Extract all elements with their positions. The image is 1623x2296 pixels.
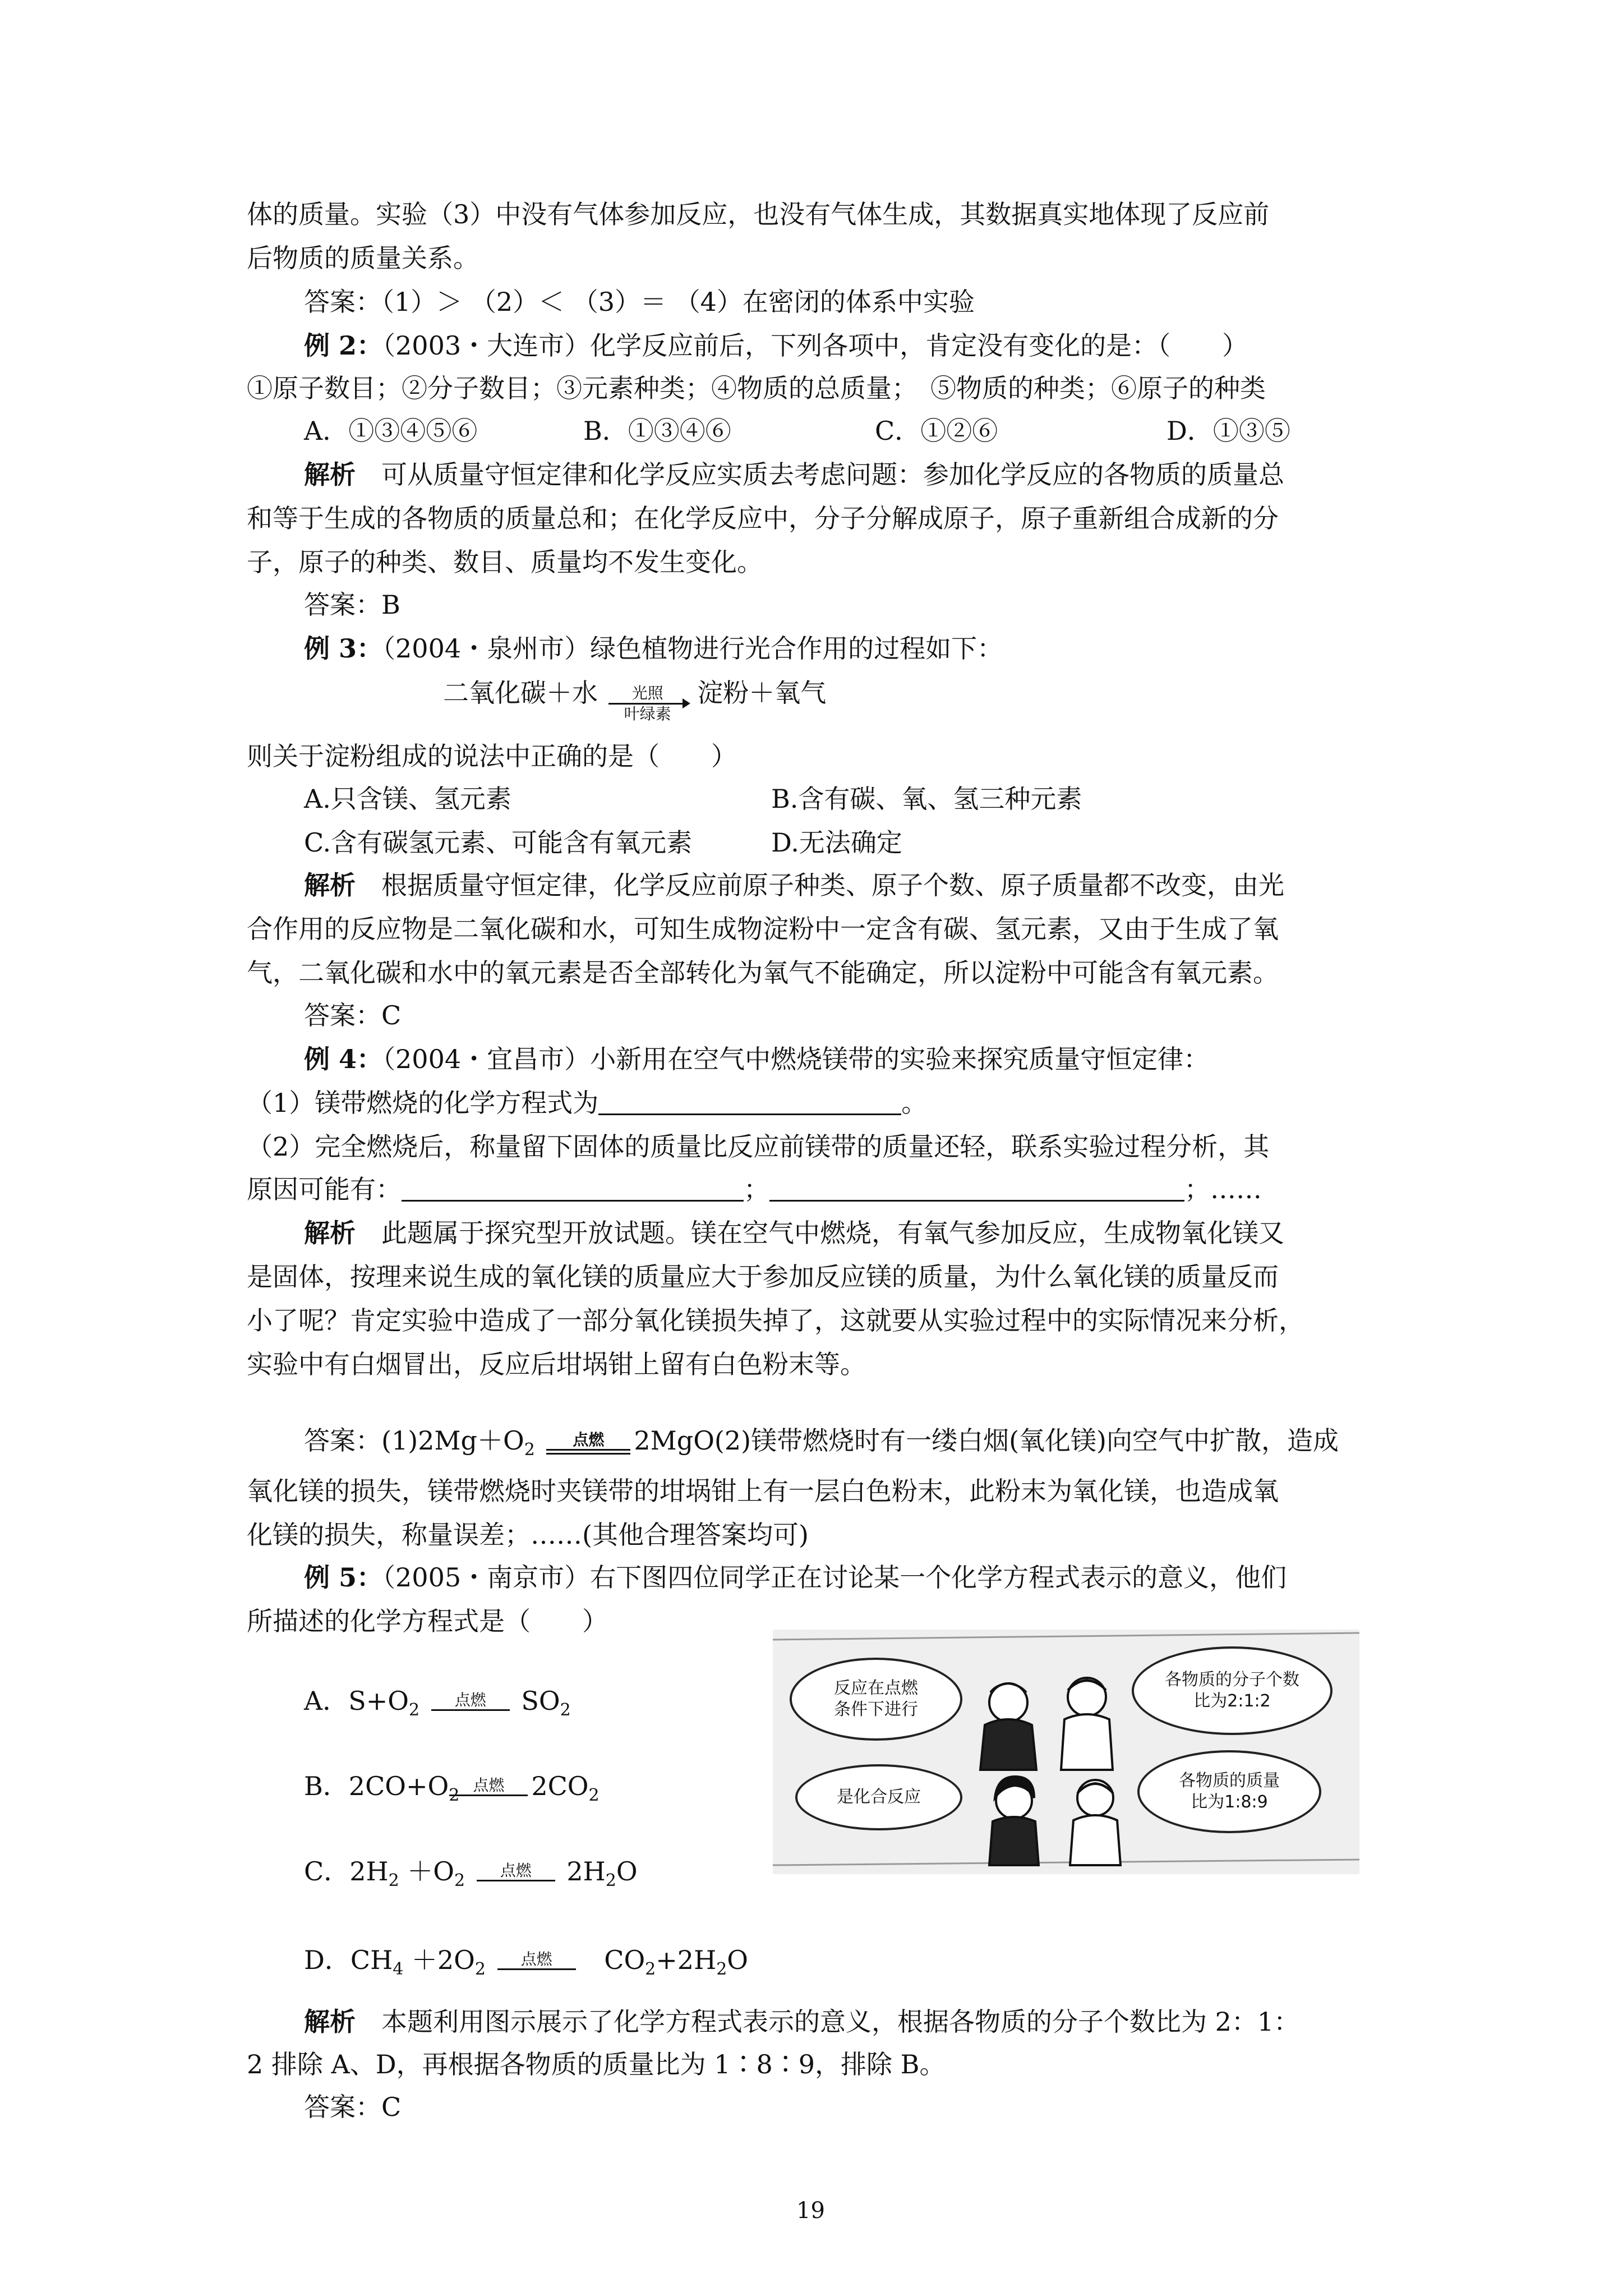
option-d xyxy=(304,1943,748,1986)
subscript: 4 xyxy=(393,1959,404,1979)
option-text: O xyxy=(616,1856,638,1887)
arrow-condition-bottom: 叶绿素 xyxy=(624,705,671,723)
analysis-line xyxy=(304,1216,1284,1250)
subscript: 2 xyxy=(449,1786,460,1805)
analysis-line xyxy=(304,458,1284,491)
equals-sign xyxy=(497,1950,576,1970)
analysis-line: 和等于生成的各物质的质量总和；在化学反应中，分子分解成原子，原子重新组合成新的分 xyxy=(247,503,1279,533)
page-number: 19 xyxy=(796,2198,825,2224)
speech-text: 各物质的质量 比为1:8:9 xyxy=(1179,1771,1280,1812)
example-text: （2005・南京市）右下图四位同学正在讨论某一个化学方程式表示的意义，他们 xyxy=(382,1562,1287,1593)
equals-bar xyxy=(546,1449,630,1451)
option-text: 2H xyxy=(566,1856,606,1887)
subscript: 2 xyxy=(605,1871,616,1890)
analysis-line: 子，原子的种类、数目、质量均不发生变化。 xyxy=(247,547,763,577)
question-text: 原因可能有： xyxy=(247,1174,402,1204)
option-d: D.无法确定 xyxy=(771,827,902,858)
example-2-items: ①原子数目；②分子数目；③元素种类；④物质的总质量； ⑤物质的种类；⑥原子的种类 xyxy=(247,373,1266,403)
equals-sign xyxy=(449,1777,528,1796)
option-text: SO xyxy=(521,1686,560,1716)
analysis-text: 可从质量守恒定律和化学反应实质去考虑问题：参加化学反应的各物质的质量总 xyxy=(356,459,1284,490)
discussion-illustration xyxy=(773,1630,1359,1874)
fill-blank xyxy=(598,1089,901,1115)
condition-label: 点燃 xyxy=(520,1950,552,1968)
subscript: 2 xyxy=(588,1786,600,1805)
option-text: B．2CO+O xyxy=(304,1771,449,1801)
equals-sign xyxy=(431,1691,510,1711)
option-c: C.含有碳氢元素、可能含有氧元素 xyxy=(304,827,693,858)
paragraph-line: 体的质量。实验（3）中没有气体参加反应，也没有气体生成，其数据真实地体现了反应前 xyxy=(247,199,1270,229)
analysis-text: 此题属于探究型开放试题。镁在空气中燃烧，有氧气参加反应，生成物氧化镁又 xyxy=(356,1218,1284,1248)
subscript: 2 xyxy=(474,1959,486,1979)
example-label: 例 3： xyxy=(304,633,383,664)
example-text: （2003・大连市）化学反应前后，下列各项中，肯定没有变化的是：（ ） xyxy=(382,330,1248,361)
condition-label: 点燃 xyxy=(573,1430,605,1449)
option-text: ＋2O xyxy=(403,1945,475,1975)
subscript: 2 xyxy=(454,1871,465,1890)
option-b: B．①③④⑥ xyxy=(583,416,731,446)
option-text: O xyxy=(727,1945,749,1975)
question-line: 所描述的化学方程式是（ ） xyxy=(247,1606,608,1636)
fill-blank xyxy=(402,1175,744,1202)
analysis-line: 实验中有白烟冒出，反应后坩埚钳上留有白色粉末等。 xyxy=(247,1349,866,1379)
option-text: C．2H xyxy=(304,1856,389,1887)
equals-bar xyxy=(546,1453,630,1455)
answer-line xyxy=(304,1424,1339,1467)
analysis-label: 解析 xyxy=(304,870,356,900)
question-line: 则关于淀粉组成的说法中正确的是（ ） xyxy=(247,741,737,771)
example-2-heading xyxy=(304,329,1248,362)
reaction-arrow xyxy=(608,684,687,724)
question-line: （2）完全燃烧后，称量留下固体的质量比反应前镁带的质量还轻，联系实验过程分析，其 xyxy=(247,1131,1270,1162)
option-text: CO xyxy=(604,1945,645,1975)
option-b: B.含有碳、氧、氢三种元素 xyxy=(771,784,1082,814)
subscript: 2 xyxy=(409,1700,420,1720)
option-c xyxy=(304,1855,638,1898)
answer-line: 化镁的损失，称量误差；……(其他合理答案均可) xyxy=(247,1520,809,1550)
speech-bubble xyxy=(1137,1750,1321,1833)
analysis-label: 解析 xyxy=(304,459,356,490)
option-b xyxy=(304,1769,600,1812)
analysis-label: 解析 xyxy=(304,2007,356,2037)
analysis-line: 小了呢？肯定实验中造成了一部分氧化镁损失掉了，这就要从实验过程中的实际情况来分析， xyxy=(247,1305,1304,1336)
arrow-icon xyxy=(608,703,687,705)
example-label: 例 4： xyxy=(304,1044,383,1074)
answer-line: 答案：（1）＞ （2）＜ （3）＝ （4）在密闭的体系中实验 xyxy=(304,287,975,317)
analysis-line xyxy=(304,868,1284,902)
equation-right: 淀粉＋氧气 xyxy=(697,678,827,708)
speech-text: 反应在点燃 条件下进行 xyxy=(834,1678,918,1719)
option-text: A．S+O xyxy=(304,1686,409,1716)
analysis-text: 本题利用图示展示了化学方程式表示的意义，根据各物质的分子个数比为 2：1： xyxy=(356,2007,1300,2037)
equals-bar xyxy=(431,1709,510,1711)
arrow-condition-top: 光照 xyxy=(631,684,663,702)
example-4-heading xyxy=(304,1042,1209,1076)
analysis-line: 气，二氧化碳和水中的氧元素是否全部转化为氧气不能确定，所以淀粉中可能含有氧元素。 xyxy=(247,958,1279,988)
equals-sign xyxy=(546,1431,630,1455)
example-text: （2004・宜昌市）小新用在空气中燃烧镁带的实验来探究质量守恒定律： xyxy=(382,1044,1210,1074)
example-text: （2004・泉州市）绿色植物进行光合作用的过程如下： xyxy=(382,633,1003,664)
example-label: 例 2： xyxy=(304,330,383,361)
equals-bar xyxy=(477,1880,555,1881)
analysis-line: 2 排除 A、D，再根据各物质的质量比为 1∶8∶9，排除 B。 xyxy=(247,2049,946,2079)
option-c: C．①②⑥ xyxy=(875,416,998,446)
option-text: ＋O xyxy=(399,1856,455,1887)
speech-bubble xyxy=(1132,1646,1332,1735)
equals-bar xyxy=(497,1968,576,1970)
separator: ； xyxy=(744,1174,769,1204)
condition-label: 点燃 xyxy=(500,1861,532,1880)
subscript: 2 xyxy=(524,1440,535,1460)
subscript: 2 xyxy=(388,1871,399,1890)
analysis-line xyxy=(304,2005,1299,2039)
question-line xyxy=(247,1172,1262,1206)
answer-text: 答案：(1)2Mg＋O xyxy=(304,1425,524,1456)
option-d: D．①③⑤ xyxy=(1166,416,1290,446)
equation-left: 二氧化碳＋水 xyxy=(443,678,598,708)
equals-sign xyxy=(477,1862,555,1881)
photosynthesis-equation xyxy=(443,676,826,724)
analysis-text: 根据质量守恒定律，化学反应前原子种类、原子个数、原子质量都不改变，由光 xyxy=(356,870,1284,900)
option-a: A.只含镁、氢元素 xyxy=(304,784,511,814)
question-line xyxy=(247,1086,927,1120)
answer-line: 答案：C xyxy=(304,2092,402,2122)
question-text: （1）镁带燃烧的化学方程式为 xyxy=(247,1088,599,1118)
example-3-heading xyxy=(304,632,1003,665)
answer-text: 2MgO(2)镁带燃烧时有一缕白烟(氧化镁)向空气中扩散，造成 xyxy=(634,1425,1339,1456)
option-text: D．CH xyxy=(304,1945,393,1975)
answer-line: 氧化镁的损失，镁带燃烧时夹镁带的坩埚钳上有一层白色粉末，此粉末为氧化镁，也造成氧 xyxy=(247,1476,1279,1506)
equals-bar xyxy=(449,1795,528,1796)
answer-line: 答案：B xyxy=(304,590,400,620)
example-label: 例 5： xyxy=(304,1562,383,1593)
option-a xyxy=(304,1684,571,1727)
fill-blank xyxy=(769,1175,1184,1202)
option-text: 2CO xyxy=(531,1771,589,1801)
subscript: 2 xyxy=(716,1959,727,1979)
analysis-label: 解析 xyxy=(304,1218,356,1248)
example-5-heading xyxy=(304,1561,1287,1594)
speech-text: 各物质的分子个数 比为2:1:2 xyxy=(1165,1670,1299,1711)
condition-label: 点燃 xyxy=(454,1691,486,1709)
speech-bubble xyxy=(795,1764,962,1830)
question-end: 。 xyxy=(901,1088,928,1118)
option-text: +2H xyxy=(656,1945,717,1975)
subscript: 2 xyxy=(560,1700,571,1720)
condition-label: 点燃 xyxy=(473,1776,505,1795)
analysis-line: 是固体，按理来说生成的氧化镁的质量应大于参加反应镁的质量，为什么氧化镁的质量反而 xyxy=(247,1262,1279,1292)
analysis-line: 合作用的反应物是二氧化碳和水，可知生成物淀粉中一定含有碳、氢元素，又由于生成了氧 xyxy=(247,914,1279,944)
subscript: 2 xyxy=(645,1959,656,1979)
speech-bubble xyxy=(790,1658,962,1741)
answer-line: 答案：C xyxy=(304,1000,402,1030)
option-a: A．①③④⑤⑥ xyxy=(304,416,478,446)
speech-text: 是化合反应 xyxy=(837,1787,921,1807)
question-end: ；…… xyxy=(1184,1174,1262,1204)
paragraph-line: 后物质的质量关系。 xyxy=(247,243,479,273)
